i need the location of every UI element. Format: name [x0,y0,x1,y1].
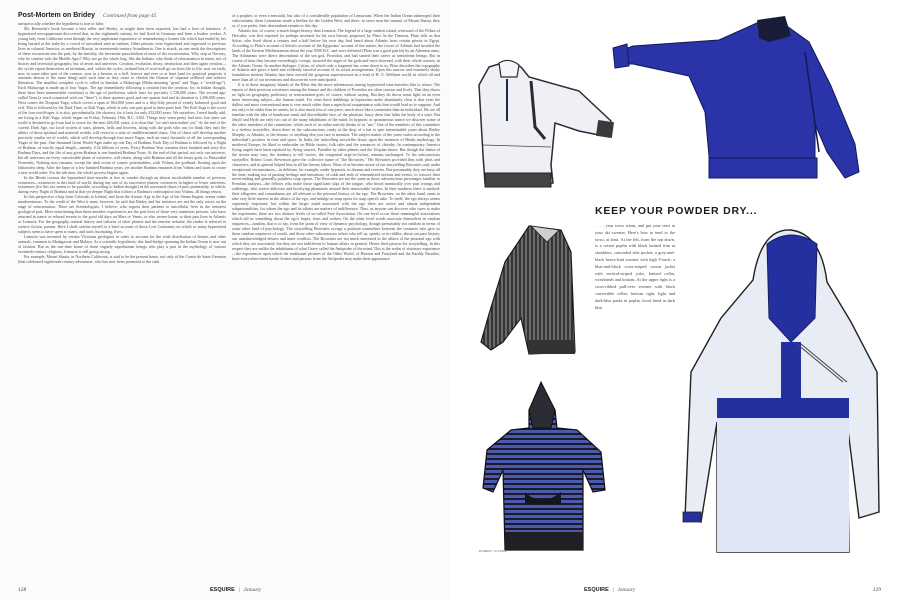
paragraph: Atlantis has, of course, a much longer history than Lemuria. The legend of a large sunken island, westward of the Pillars of Hercules, was first reported (or perhaps invented for his own literary purposes) by Plato. In the Timaeus, Plato tells us that Solon, who lived about a century and a half before his own day, had heard about Atlantis from certain priests in Egypt. According to Plato's account of Solon's account of the Egyptians' account of the matter, the forces of Atlantis had invaded the lands of the Eastern Mediterranean about the year 9500 B.C. and were defeated (Plato was a good patriot) by an Athenian army. The Atlanteans were direct descendants of the sea god, Poseidon, and had started their career as semidivine beings. But in course of time they became exceedingly corrupt, incurred the anger of the gods and were drowned, with their whole country, in the Atlantic Ocean. In another dialogue, Critias, of which only a fragment has come down to us, Plato describes the topography of Atlantis and gives a brief and evidently fanciful account of its social arrangements. Upon this narrow and extremely shaky foundation modern Atlantis fans have erected the gorgeous superstructure in a kind of H. G. Wellsian world, in which all and more than all of our inventions and discoveries were anticipated. [232,27,440,83]
paragraph: unequivocally whether the hypothesis is true or false. [18,21,105,26]
paragraph: For example, Mount Shasta, in Northern California, is said to be the present home, not only of the Comte de Saint-Germain (that celebrated eighteenth-century adventurer, who has now been promoted to the rank [18,253,226,264]
artist-credit: ROBERT VIANNE [479,549,507,553]
magazine-folio [210,587,261,593]
left-page [0,0,449,600]
blue-pullover-illustration [609,12,899,182]
magazine-name: ESQUIRE [584,587,609,593]
paragraph: In the Hindu cosmos the hypnotized time-traveler is free to wander through an almost incalculable number of previous existences—existences in this kind of world, during any one of its successive phases, existences in higher or lower universes, existences (for this too seems to be possible, according to Indian thought) in the uncreated chaos of pure potentiality, to which, during every Night of Brahma and in that yet deeper Night that follows a Brahma's reabsorption into Vishnu, all things return. [18,174,226,195]
paragraph: of a prophet, or even a messiah), but also of a considerable population of Lemurians. When the Indian Ocean submerged their subcontinent, these Lemurians made a beeline for the Golden West, and there, in caves near the summit of Mount Shasta, they or, if you prefer, their descendants remain to this day. [232,13,440,28]
separator: | [612,587,614,593]
paragraph: In this perspective a hop from Colorado to Ireland, and from the Atomic Age to the Age of the Steam Engine, seems rather unadventurous. To the credit of the West it must, however, be said that Bridey and her imitators are not the only actors on the stage of reincarnation. There are Scientologists, I believe, who regress their patients to unicellular lives in the remotest geological past. More entertaining than these amoebic experiences are the past lives of those very numerous persons, who have returned in trance or relaxed reverie to the good old days on Mars or Venus, or else, nearer home, to their past lives in Atlantis or Lemuria. For the geography, natural history and cultures of other planets and the remoter nebulae, the reader is referred to science fiction, passim. Here I shall confine myself to a brief account of those Lost Continents on which so many hypnotized subjects seem to have spent so many, and such fascinating, lives. [18,194,226,235]
article-header [18,12,228,19]
paragraph: Lemuria was invented by certain Victorian geologists in order to account for the wide distribution of lemurs and other animals, common to Madagascar and Malaya. As a scientific hypothesis, this land-bridge spanning the Indian Ocean is now out of fashion. But as the one-time home of those vaguely superhuman beings who play a part in the mythology of various twentieth-century religions, Lemuria is still going strong. [18,233,226,254]
text-column-1 [18,22,226,265]
feature-headline: KEEP YOUR POWDER DRY... [595,205,758,217]
magazine-name: ESQUIRE [210,587,235,593]
blue-parka-illustration [681,222,881,562]
page-number: 128 [18,587,27,593]
continued-note: Continued from page 45 [103,13,157,19]
paragraph: Mr. Bernstein's book became a best seller and Bridey, as might have been expected, has had a host of imitators. A hypnotized newspaperman discovered that, in the eighteenth century, he had lived in Germany and been a leather worker. A young lady from California went through the very unpleasant experience of remembering a former life which had ended by her being burned at the stake by a crowd of unwashed men in turbans. Other persons were hypnotized and regressed to previous lives in colonial America, in medieval Russia, in seventeenth-century Scandinavia. One is struck, as one reads the descriptions of these excursions into the past, by the timidity, the inveterate parochialism of most of the excursionists. Why stop at Norway, why be content with the Middle Ages? Why not go the whole hog, like the Indians, who think of reincarnation in terms, not of history and terrestrial geography, but of aeons and universes. Creation, evolution, decay, destruction and then again creation—the cycles repeat themselves ad infinitum, and, within the cycles, isolated bits of soul-stuff go on from life to life, now on earth, now in some other part of the cosmos, now in a heaven or a hell, forever and ever or at least (and for practical purposes it amounts almost to the same thing) until such time as they cease to cherish the illusion of separate selfhood and achieve liberation. The smallest complete cycle is called in Sanskrit a Mahayuga (Maha meaning "great" and Yuga, a "world-age"). Each Mahayuga is made up of four Yugas. The age immediately following a creation (not the creation, for, in Indian thought, there have been innumerable creations) is the age of perfection, which lasts for precisely 1,728,000 years. The second age, called Treta (a word connected with our "three"), is three quarters good and one quarter bad and its duration is 1,296,000 years. Next comes the Dvapara Yuga, which covers a span of 864,000 years and is a fifty-fifty period of evenly balanced good and evil. This is followed by the Dark Time, or Kali Yuga, which is only one part good to three parts bad. The Kali Yuga is the worst of the four world-ages; it is also, providentially, the shortest, for it lasts for only 432,000 years. We ourselves, I need hardly add, are living in a Kali Yuga, which began on Friday, February 18th, B.C. 3102. Things may seem pretty bad now; but since our world is destined to go from bad to worse for the next 426,941 years, it is clear that "we ain't seen nothin' yet." At the end of the current Dark Age, our local system of stars, planets, hells and heavens, along with the gods who run (or think they run) the affairs of those spiritual and material worlds, will revert to a state of undifferentiated chaos. Out of chaos will develop another precisely similar set of worlds, which will develop through four more Yugas, each an exact facsimile of all the corresponding Yugas of the past. One thousand Great World-Ages make up one Day of Brahma. Each Day of Brahma is followed by a Night of Brahma, of exactly equal length—namely, 4.32 billions of years. Every Brahma Year contains three hundred and sixty-five Brahma Days, and the life of any given Brahma is one hundred Brahma Years. At the end of that period, not only our universe, but all universes on every conceivable plane of existence, will return, along with Brahma and all the lesser gods, to Primordial Nonentity. Nothing now remains, except the dark ocean of cosmic potentialities, with Vishnu, the godhead, floating upon the fathomless deep. After the lapse of a few hundred Brahma years, yet another Brahma emanates from Vishnu and starts to create a new world order. For the nth time, the whole process begins again. [18,25,226,175]
feature-caption: . . . . your torso warm, and put your trust in your ski sweater. Here's how to tend to the torso, at least. At the left, from the top down, is a cotton poplin with black knitted trim at shoulders, concealed side pocket; a grey-and-black heavy-knit sweater with high V-neck; a blue-and-black cross-striped cotton jacket with vertical-striped yoke, knitted collar, wristbands and bottom. At the upper right is a cross-ribbed pull-over sweater with black convertible collar; bottom right, light and dark-blue parka in poplin, hood lined in dark blue [595,223,675,310]
issue-month: January [243,587,262,593]
grey-knit-sweater-illustration [471,222,591,362]
separator: | [238,587,240,593]
magazine-folio [584,587,635,593]
white-poplin-jacket-illustration [469,55,619,195]
issue-month: January [617,587,636,593]
text-column-2 [232,14,440,262]
article-title: Post-Mortem on Bridey [18,12,96,19]
paragraph: It is to these imaginary Islands of the Blest that the more adventurous among hypnotized time-travelers like to return. The reports of their previous existences among the lemurs and the children of Poseidon are often curious and lively. That they throw no light on geography, prehistory or reincarnation goes, of course, without saying. But they do throw some light on an even more interesting subject—the human mind. For what these dabblings in hypnotism make abundantly clear is that even the dullest and most conventional man is very much odder than a superficial acquaintance with him would lead us to suppose. And not only is he odder than he seems; he is also much less of one piece, much more like a committee than an individual. We are all familiar with the idea of handsome mask and discreditable face, of the pharisaic fancy dress that hides the body of a satyr. But Jekyll and Hyde are only two out of the many inhabitants of the mind. In hypnotic or spontaneous trance we discover some of the other members of the committee, which each of us rather naively thinks of as "me." One of the members of this committee is a tireless storyteller, down there in the subconscious, ready at the drop of a hat to spin interminable yarns about Bridey Murphy, or Atlantis, or the lemurs, or anything else you care to mention. The subject matter of the yarns varies according to the individual's position in time and space. In India, the indwelling storyteller draws upon the treasures of Hindu mythology. In medieval Europe, he liked to embroider on Bible stories, folk tales and the romances of chivalry. In contemporary America flying angels have been replaced by flying saucers, Paradise by other planets and the Utopian future. But though the theme of the stories may vary, the tendency to tell stories, the congenital urge-to-fiction, remains unchanged. To his subconscious storyteller, Robert Louis Stevenson gave the collective name of "the Brownies." His Brownies provided him with plots and characters, and in general helped him in all his literary labors. Most of us become aware of our storytelling Brownies only under exceptional circumstances—in delirium, for example, under hypnosis, in dreams and reveries. But presumably they are busy all the time, making use of passing feelings and sensations, of odds and ends of remembered notions and events, to concoct their never-ending and generally pointless soap operas. The Brownies are not the same as those subconscious personages familiar to Freudian analysts—the fellows who make those significant slips of the tongue, who brood maniacally over past wrongs and sufferings, who weave delicious and horrifying phantasies around their unavowable wishes. In their madness there is method: their allegories and conundrums are all relevant to the personal history of the ego. The Brownies, on the other hand, seem to take very little interest in the affairs of the ego, and indulge in soap opera for soap opera's sake. To itself, the ego always seems supremely important; but within the larger mind associated with the ego there are active and almost independent subpersonalities, for whom the ego and its affairs are matters of indifference. Thus, as anyone can discover who cares to make the experiment, there are two distinct levels of so-called Free Association. On one level occur those meaningful associations which tell us something about the ego's hopes, fears and wishes. On the other level words associate themselves in random sequences—random, that is to say, from the point of view of dynamic psychology, though presumably not random in terms of some other kind of psychology. The storytelling Brownies occupy a position somewhere between the creatures who give us these random sequences of words, and those other subconscious selves who tell us, openly or in riddles, about our past history, our unacknowledged desires and inner conflicts. The Brownies are not much interested in the affairs of the personal ego with which they are associated; but they are not indifferent to human affairs in general. Hence their passion for storytelling. In this respect they are unlike the inhabitants of what I have called the Antipodes of the mind. This is the realm of visionary experience—the experiences upon which the traditional pictures of the Other World, of Heaven and Fairyland and the Earthly Paradise, have everywhere been based. Scenes and persons from the Antipodes may make their appearance [232,82,440,261]
page-number: 129 [872,587,881,593]
right-page [449,0,899,600]
striped-jacket-illustration [479,380,609,555]
